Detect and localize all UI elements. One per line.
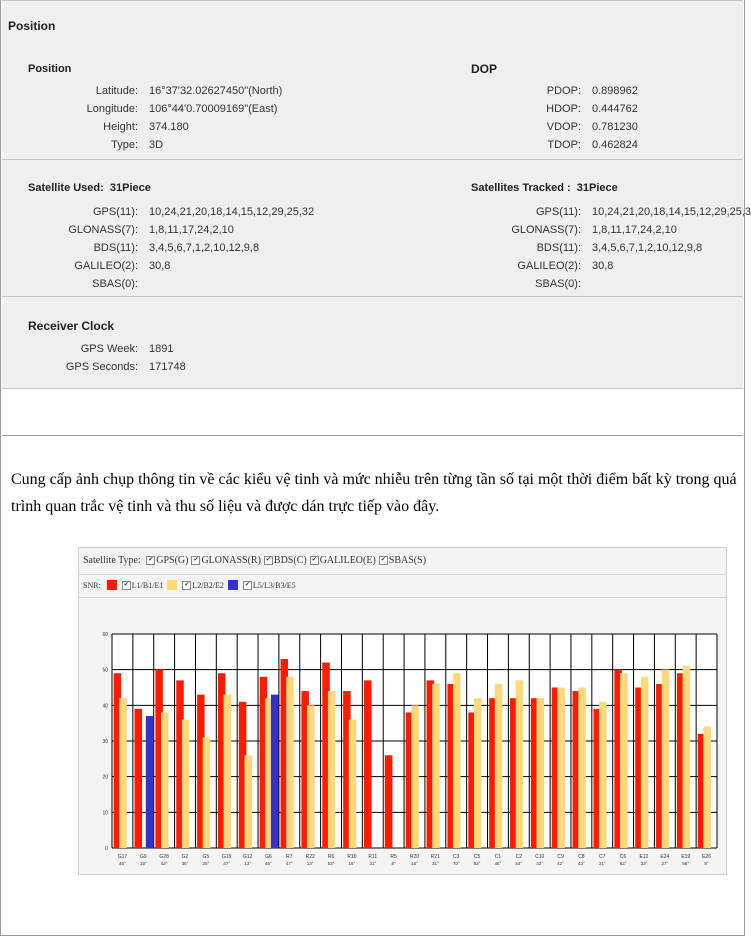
x-tick-label: G6 <box>265 854 272 860</box>
snr-color-swatch <box>167 580 177 590</box>
satellite-used-label: GLONASS(7): <box>68 224 138 236</box>
elevation-label: 31° <box>431 861 439 866</box>
y-tick-label: 50 <box>102 667 108 674</box>
x-tick-label: R7 <box>286 854 293 860</box>
position-dop-section <box>2 44 743 160</box>
x-tick-label: R20 <box>409 854 420 860</box>
bar-l2-b2-e2 <box>495 684 503 848</box>
satellite-type-label: Satellite Type: <box>83 555 141 567</box>
filter-checkbox[interactable]: ✔ <box>311 557 317 564</box>
x-tick-label: C6 <box>619 854 627 860</box>
y-tick-label: 10 <box>102 810 108 817</box>
bar-l2-b2-e2 <box>411 705 419 848</box>
bar-l2-b2-e2 <box>557 688 565 849</box>
filter-label: GALILEO(E) <box>319 555 376 567</box>
satellites-tracked-value: 30,8 <box>592 260 614 272</box>
elevation-label: 42° <box>160 861 168 866</box>
position-label: Type: <box>111 139 138 151</box>
x-tick-label: R10 <box>347 854 357 860</box>
receiver-clock-heading: Receiver Clock <box>28 319 115 333</box>
position-heading: Position <box>28 63 72 75</box>
dop-value: 0.898962 <box>592 85 638 97</box>
snr-legend-label: L5/L3/B3/E5 <box>252 580 296 590</box>
snr-checkbox[interactable]: ✔ <box>184 581 190 588</box>
elevation-label: 62° <box>619 861 627 866</box>
snr-checkbox[interactable]: ✔ <box>244 581 250 588</box>
x-tick-label: E26 <box>702 854 712 860</box>
bar-l2-b2-e2 <box>182 720 190 848</box>
header-section <box>2 0 743 45</box>
bar-l2-b2-e2 <box>453 673 461 848</box>
bar-l2-b2-e2 <box>641 677 649 848</box>
bar-l5-l3-b3-e5 <box>271 695 279 848</box>
bar-l2-b2-e2 <box>286 677 294 848</box>
elevation-label: 33° <box>640 861 648 866</box>
elevation-label: 56° <box>682 861 690 866</box>
receiver-clock-label: GPS Seconds: <box>65 361 138 373</box>
satellite-used-value: 30,8 <box>149 260 171 272</box>
position-label: Latitude: <box>95 85 138 97</box>
satellites-tracked-row <box>2 241 743 255</box>
elevation-label: 27° <box>661 861 669 866</box>
snr-chart-panel <box>78 547 727 875</box>
elevation-label: 8° <box>391 861 396 866</box>
y-tick-label: 40 <box>102 703 108 710</box>
satellites-tracked-heading: Satellites Tracked : 31Piece <box>471 182 618 194</box>
position-value: 106°44'0.70009169"(East) <box>149 103 278 115</box>
elevation-label: 8° <box>704 861 709 866</box>
bar-l2-b2-e2 <box>599 702 607 848</box>
x-tick-label: C5 <box>473 854 481 860</box>
satellites-tracked-value: 1,8,11,17,24,2,10 <box>592 224 677 236</box>
x-tick-label: G2 <box>181 854 189 860</box>
dop-label: VDOP: <box>546 121 581 133</box>
snr-legend-label: L2/B2/E2 <box>192 580 224 590</box>
x-tick-label: G28 <box>159 854 169 860</box>
satellites-tracked-label: BDS(11): <box>536 242 581 254</box>
dop-row <box>2 84 743 98</box>
x-tick-label: G19 <box>222 854 232 860</box>
elevation-label: 47° <box>223 861 231 866</box>
bar-l2-b2-e2 <box>432 684 440 848</box>
dop-heading: DOP <box>471 62 498 76</box>
elevation-label: 53° <box>473 861 481 866</box>
x-tick-label: C8 <box>578 854 585 860</box>
snr-legend-label: L1/B1/E1 <box>131 580 164 590</box>
bar-l2-b2-e2 <box>224 695 232 848</box>
bar-l2-b2-e2 <box>307 705 315 848</box>
satellites-tracked-value: 10,24,21,20,18,14,15,12,29,25,3 <box>592 206 751 218</box>
satellites-tracked-row <box>2 277 743 291</box>
elevation-label: 43° <box>577 861 585 866</box>
filter-label: BDS(C) <box>273 555 307 567</box>
bar-l2-b2-e2 <box>703 727 711 848</box>
elevation-label: 21° <box>598 861 606 866</box>
bar-l2-b2-e2 <box>516 680 524 848</box>
instruction-paragraph: Cung cấp ảnh chụp thông tin về các kiểu vệ tinh và mức nhiễu trên từng tần số tại một thời điểm bất kỳ trong quá trình quan trắc vệ tinh và thu số liệu và được dán trực tiếp vào đây. <box>11 471 737 515</box>
satellite-used-value: 3,4,5,6,7,1,2,10,12,9,8 <box>149 242 260 254</box>
elevation-label: 46° <box>265 861 272 866</box>
satellites-tracked-row <box>2 259 743 273</box>
x-tick-label: C10 <box>535 854 545 860</box>
bar-l2-b2-e2 <box>349 720 357 848</box>
dop-value: 0.781230 <box>592 121 638 133</box>
bar-l2-b2-e2 <box>244 755 252 848</box>
satellite-used-label: BDS(11): <box>93 242 138 254</box>
bar-l2-b2-e2 <box>683 666 691 848</box>
satellite-used-label: SBAS(0): <box>92 278 138 290</box>
dop-row <box>2 138 743 152</box>
bar-l2-b2-e2 <box>537 698 545 848</box>
receiver-clock-row <box>2 360 743 374</box>
x-tick-label: G9 <box>139 854 147 860</box>
bar-l2-b2-e2 <box>662 670 670 848</box>
dop-value: 0.444762 <box>592 103 638 115</box>
x-tick-label: C2 <box>515 854 523 860</box>
elevation-label: 16° <box>348 861 356 866</box>
snr-bar-chart <box>79 598 726 874</box>
filter-checkbox[interactable]: ✔ <box>265 557 271 564</box>
bar-l2-b2-e2 <box>578 688 586 849</box>
filter-checkbox[interactable]: ✔ <box>380 557 386 564</box>
y-tick-label: 30 <box>102 739 108 745</box>
dop-label: HDOP: <box>546 103 581 115</box>
receiver-clock-label: GPS Week: <box>80 343 138 355</box>
x-tick-label: G5 <box>202 854 210 860</box>
x-tick-label: C1 <box>494 854 502 860</box>
elevation-label: 13° <box>306 861 314 866</box>
satellite-used-heading: Satellite Used: 31Piece <box>28 182 151 194</box>
page-title: Position <box>8 19 56 33</box>
x-tick-label: R5 <box>390 854 397 860</box>
x-tick-label: G12 <box>242 854 253 860</box>
snr-color-swatch <box>228 580 238 590</box>
elevation-label: 46° <box>119 861 126 866</box>
satellites-tracked-label: SBAS(0): <box>535 278 581 290</box>
elevation-label: 70° <box>452 861 460 866</box>
elevation-label: 53° <box>327 861 335 866</box>
bar-l2-b2-e2 <box>161 712 169 848</box>
x-tick-label: E12 <box>639 854 649 860</box>
dop-label: TDOP: <box>547 139 581 151</box>
receiver-clock-value: 171748 <box>149 361 186 373</box>
elevation-label: 42° <box>557 861 564 866</box>
bar-l1-b1-e1 <box>385 755 393 848</box>
x-tick-label: E24 <box>660 854 670 860</box>
snr-color-swatch <box>107 580 117 590</box>
elevation-label: 47° <box>285 861 293 866</box>
bar-l2-b2-e2 <box>328 691 336 848</box>
elevation-label: 16° <box>411 861 418 866</box>
elevation-label: 32° <box>536 861 544 866</box>
bar-l2-b2-e2 <box>474 698 482 848</box>
bar-l2-b2-e2 <box>119 698 127 848</box>
position-value: 16°37'32.02627450"(North) <box>149 85 283 97</box>
satellite-type-filter-bar <box>79 548 726 575</box>
filter-checkbox[interactable]: ✔ <box>193 557 199 564</box>
y-tick-label: 0 <box>105 846 108 852</box>
x-tick-label: R6 <box>327 854 335 860</box>
bar-l2-b2-e2 <box>203 737 211 848</box>
position-label: Longitude: <box>86 103 138 115</box>
satellites-tracked-label: GLONASS(7): <box>511 224 581 236</box>
bar-l1-b1-e1 <box>364 680 372 848</box>
snr-checkbox[interactable]: ✔ <box>123 581 129 588</box>
satellites-tracked-label: GALILEO(2): <box>517 260 581 272</box>
receiver-clock-row <box>2 342 743 356</box>
x-tick-label: R11 <box>368 854 378 860</box>
elevation-label: 13° <box>244 861 252 866</box>
elevation-label: 25° <box>202 861 210 866</box>
elevation-label: 31° <box>369 861 377 866</box>
filter-label: GLONASS(R) <box>201 555 261 567</box>
dop-row <box>2 102 743 116</box>
elevation-label: 36° <box>181 861 189 866</box>
snr-label: SNR: <box>83 580 101 590</box>
empty-row <box>2 389 743 436</box>
filter-label: SBAS(S) <box>388 555 427 567</box>
satellite-used-label: GALILEO(2): <box>74 260 138 272</box>
satellites-section <box>2 160 751 297</box>
x-tick-label: G17 <box>117 854 128 860</box>
bar-l5-l3-b3-e5 <box>146 716 154 848</box>
y-tick-label: 60 <box>102 632 108 638</box>
receiver-clock-value: 1891 <box>149 343 174 355</box>
dop-value: 0.462824 <box>592 139 638 151</box>
satellites-tracked-label: GPS(11): <box>535 206 581 218</box>
filter-checkbox[interactable]: ✔ <box>148 557 154 564</box>
elevation-label: 54° <box>515 861 523 866</box>
bar-l1-b1-e1 <box>135 709 143 848</box>
dop-row <box>2 120 743 134</box>
y-tick-label: 20 <box>102 774 108 781</box>
satellites-tracked-row <box>2 205 751 219</box>
x-tick-label: R22 <box>305 854 315 860</box>
receiver-clock-section <box>2 297 743 389</box>
satellites-tracked-row <box>2 223 743 237</box>
satellite-used-value: 1,8,11,17,24,2,10 <box>149 224 234 236</box>
satellite-used-value: 10,24,21,20,18,14,15,12,29,25,32 <box>149 206 315 218</box>
elevation-label: 46° <box>494 861 502 866</box>
satellite-used-label: GPS(11): <box>92 206 138 218</box>
x-tick-label: R21 <box>430 854 440 860</box>
satellites-tracked-value: 3,4,5,6,7,1,2,10,12,9,8 <box>592 242 703 254</box>
filter-label: GPS(G) <box>156 555 189 567</box>
elevation-label: 19° <box>139 861 147 866</box>
x-tick-label: E19 <box>681 854 691 860</box>
bar-l2-b2-e2 <box>620 673 628 848</box>
dop-label: PDOP: <box>546 85 581 97</box>
snr-legend-bar <box>79 575 726 598</box>
position-value: 374.180 <box>149 121 189 133</box>
position-value: 3D <box>149 139 164 151</box>
x-tick-label: C3 <box>453 854 460 860</box>
x-tick-label: C9 <box>557 854 564 860</box>
x-tick-label: C7 <box>599 854 606 860</box>
position-label: Height: <box>103 121 138 133</box>
